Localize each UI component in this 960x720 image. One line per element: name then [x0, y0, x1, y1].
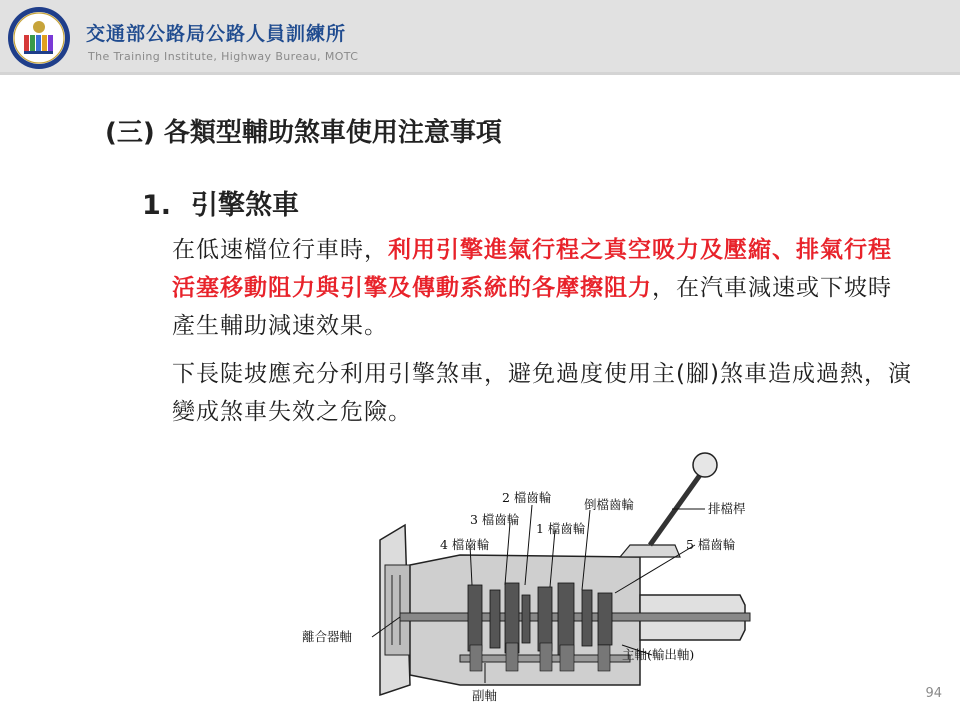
- paragraph1-intro: 在低速檔位行車時，: [172, 237, 388, 263]
- label-clutch-shaft: 離合器軸: [302, 629, 353, 644]
- subsection-heading: [142, 183, 299, 222]
- label-gear-5: 5 檔齒輪: [686, 537, 736, 552]
- label-main-shaft: 主軸(輸出軸): [622, 647, 695, 662]
- label-shift-lever: 排檔桿: [708, 501, 746, 516]
- institute-logo: [6, 5, 72, 71]
- paragraph-engine-braking: [172, 231, 912, 345]
- section-title: (三) 各類型輔助煞車使用注意事項: [105, 118, 502, 148]
- label-gear-1: 1 檔齒輪: [536, 521, 586, 536]
- label-counter-shaft: 副軸: [472, 688, 498, 703]
- paragraph-downhill-advice: 下長陡坡應充分利用引擎煞車，避免過度使用主(腳)煞車造成過熱，演變成煞車失效之危險。: [172, 361, 912, 425]
- paragraph1-emphasis: 利用引擎進氣行程之真空吸力及壓縮、排氣行程活塞移動阻力與引擎及傳動系統的各摩擦阻力: [172, 237, 892, 301]
- subsection-title: 引擎煞車: [191, 190, 300, 221]
- label-gear-3: 3 檔齒輪: [470, 512, 520, 527]
- page-number: 94: [925, 686, 942, 701]
- transmission-diagram: [300, 445, 760, 715]
- subsection-number: 1.: [142, 190, 172, 221]
- org-name: 交通部公路局公路人員訓練所: [86, 23, 347, 45]
- label-reverse-gear: 倒檔齒輪: [584, 497, 635, 512]
- label-gear-2: 2 檔齒輪: [502, 490, 552, 505]
- paragraph1-result: ，在汽車減速或下坡時產生輔助減速效果。: [172, 275, 892, 339]
- header-bar: [0, 0, 960, 75]
- label-gear-4: 4 檔齒輪: [440, 537, 490, 552]
- org-english-name: The Training Institute, Highway Bureau, MOTC: [88, 50, 359, 63]
